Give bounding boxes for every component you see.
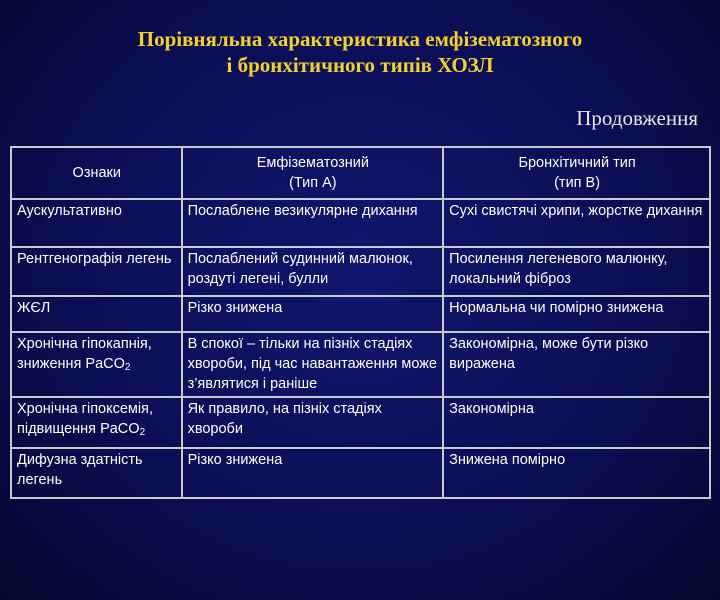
bronch-cell: Сухі свистячі хрипи, жорстке дихання [443, 199, 710, 247]
subscript: 2 [124, 362, 131, 373]
emph-cell: Послаблене везикулярне дихання [182, 199, 444, 247]
emph-cell: Послаблений судинний малюнок, роздуті легені, булли [182, 247, 444, 296]
title-line-1: Порівняльна характеристика емфізематозного [137, 27, 583, 51]
sign-cell: Рентгенографія легень [11, 247, 182, 296]
sign-cell: Дифузна здатність легень [11, 448, 182, 498]
table-row [11, 247, 710, 296]
table-row [11, 448, 710, 498]
sign-cell: ЖЄЛ [11, 296, 182, 332]
comparison-table [10, 146, 711, 499]
emph-cell: Різко знижена [182, 296, 444, 332]
sign-text: Хронічна гіпоксемія, підвищення PaCO [17, 401, 154, 437]
bronch-cell: Знижена помірно [443, 448, 710, 498]
bronch-cell: Нормальна чи помірно знижена [443, 296, 710, 332]
table-row [11, 397, 710, 448]
sign-cell: Аускультативно [11, 199, 182, 247]
subscript: 2 [139, 427, 146, 438]
title-line-2: і бронхітичного типів ХОЗЛ [226, 53, 494, 77]
table-row [11, 332, 710, 397]
table-row [11, 199, 710, 247]
bronch-cell: Закономірна [443, 397, 710, 448]
emph-cell: Як правило, на пізніх стадіях хвороби [182, 397, 444, 448]
table-row [11, 296, 710, 332]
header-signs: Ознаки [11, 147, 182, 199]
continuation-label: Продовження [576, 106, 698, 130]
bronch-cell: Закономірна, може бути різко виражена [443, 332, 710, 397]
sign-cell [11, 397, 182, 448]
header-bronch-line1: Бронхітичний тип [518, 154, 636, 171]
sign-text: Хронічна гіпокапнія, зниження PaCO [17, 336, 152, 372]
bronch-cell: Посилення легеневого малюнку, локальний фіброз [443, 247, 710, 296]
header-row [11, 147, 710, 199]
header-bronch-line2: (тип В) [554, 174, 601, 191]
emph-cell: Різко знижена [182, 448, 444, 498]
slide-title [0, 26, 720, 78]
emph-cell: В спокої – тільки на пізніх стадіях хвороби, під час навантаження може з’являтися і раніше [182, 332, 444, 397]
header-bronchitic [443, 147, 710, 199]
sign-cell [11, 332, 182, 397]
header-emphysematous [182, 147, 444, 199]
header-emph-line1: Емфізематозний [256, 154, 369, 171]
header-emph-line2: (Тип А) [289, 174, 337, 191]
